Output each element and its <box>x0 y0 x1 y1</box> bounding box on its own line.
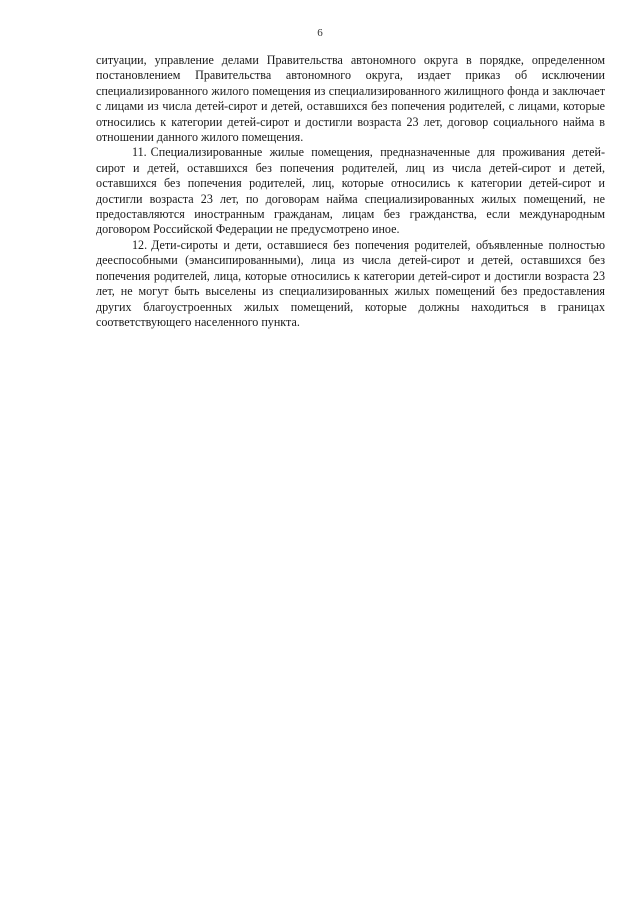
document-body <box>96 53 605 330</box>
page-number: 6 <box>317 27 323 39</box>
paragraph-text: Дети-сироты и дети, оставшиеся без попечения родителей, объявленные полностью дееспособными (эмансипированными), лица из числа детей-сирот и детей, оставшихся без попечения родителей, лица, которые относились к категории детей-сирот и достигли возраста 23 лет, не могут быть выселены из специализированных жилых помещений без предоставления других благоустроенных жилых помещений, которые должны находиться в границах соответствующего населенного пункта. <box>96 237 605 329</box>
paragraph-item-12 <box>96 238 605 330</box>
paragraph-continuation <box>96 53 605 145</box>
item-number: 11. <box>132 145 147 160</box>
paragraph-item-11 <box>96 145 605 237</box>
paragraph-text: ситуации, управление делами Правительства автономного округа в порядке, определенном постановлением Правительства автономного округа, издает приказ об исключении специализированного жилого помещения из специализированного жилищного фонда и заключает с лицами из числа детей-сирот и детей, оставшихся без попечения родителей, с лицами, которые относились к категории детей-сирот и достигли возраста 23 лет, договор социального найма в отношении данного жилого помещения. <box>96 53 605 145</box>
paragraph-text: Специализированные жилые помещения, предназначенные для проживания детей-сирот и детей, оставшихся без попечения родителей, лиц из числа детей-сирот и детей, оставшихся без попечения родителей, лиц, которые относились к категории детей-сирот и достигли возраста 23 лет, по договорам найма специализированных жилых помещений, не предоставляются иностранным гражданам, лицам без гражданства, если международным договором Российской Федерации не предусмотрено иное. <box>96 145 605 237</box>
item-number: 12. <box>132 237 148 252</box>
